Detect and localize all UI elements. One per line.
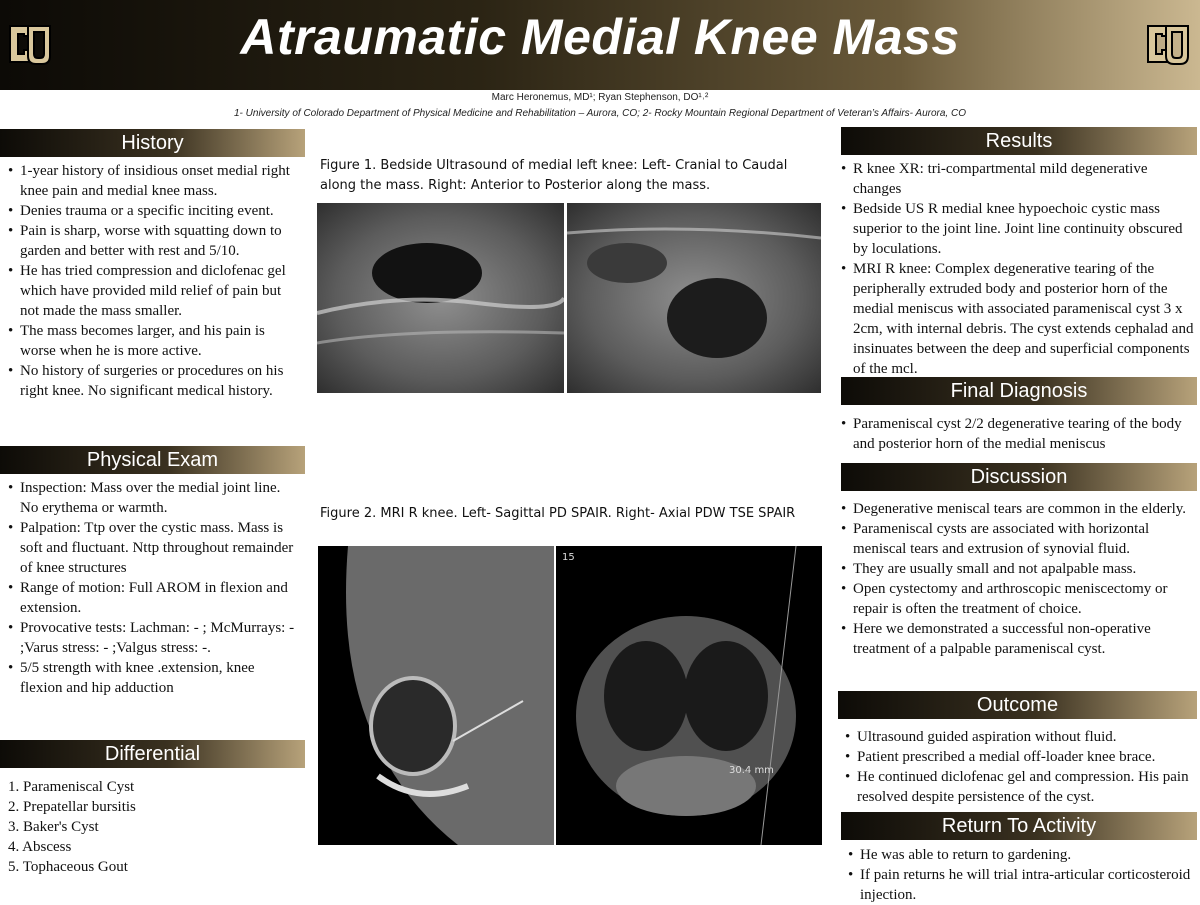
list-item: • Inspection: Mass over the medial joint line. No erythema or warmth. bbox=[8, 478, 300, 518]
differential-list bbox=[8, 777, 300, 877]
list-item: • He continued diclofenac gel and compression. His pain resolved despite persistence of the cyst. bbox=[845, 767, 1197, 807]
physical-exam-header: Physical Exam bbox=[0, 446, 305, 474]
list-item: • Palpation: Ttp over the cystic mass. Mass is soft and fluctuant. Nttp throughout remainder of knee structures bbox=[8, 518, 300, 578]
list-item: • Bedside US R medial knee hypoechoic cystic mass superior to the joint line. Joint line continuity obscured by loculations. bbox=[841, 199, 1197, 259]
list-item: • He was able to return to gardening. bbox=[848, 845, 1197, 865]
list-item: • Here we demonstrated a successful non-operative treatment of a palpable parameniscal cyst. bbox=[841, 619, 1197, 659]
list-item: • Parameniscal cysts are associated with horizontal meniscal tears and extrusion of synovial fluid. bbox=[841, 519, 1197, 559]
history-list bbox=[8, 161, 300, 401]
list-item: • No history of surgeries or procedures on his right knee. No significant medical history. bbox=[8, 361, 300, 401]
mri-sagittal-image bbox=[318, 546, 554, 845]
list-item: • 1-year history of insidious onset medial right knee pain and medial knee mass. bbox=[8, 161, 300, 201]
authors: Marc Heronemus, MD¹; Ryan Stephenson, DO¹˒² bbox=[491, 92, 709, 103]
outcome-list bbox=[845, 727, 1197, 807]
discussion-list bbox=[841, 499, 1197, 659]
return-to-activity-list bbox=[848, 845, 1197, 905]
mri-axial-image bbox=[556, 546, 822, 845]
list-item: • The mass becomes larger, and his pain is worse when he is more active. bbox=[8, 321, 300, 361]
list-item: 1. Parameniscal Cyst bbox=[8, 779, 135, 795]
list-item: • He has tried compression and diclofenac gel which have provided mild relief of pain but not made the mass smaller. bbox=[8, 261, 300, 321]
title-banner bbox=[0, 0, 1200, 90]
final-diagnosis-header: Final Diagnosis bbox=[841, 377, 1197, 405]
discussion-header: Discussion bbox=[841, 463, 1197, 491]
differential-header: Differential bbox=[0, 740, 305, 768]
list-item: • R knee XR: tri-compartmental mild degenerative changes bbox=[841, 159, 1197, 199]
poster-title: Atraumatic Medial Knee Mass bbox=[240, 9, 960, 65]
list-item: • MRI R knee: Complex degenerative tearing of the peripherally extruded body and posterior horn of the medial meniscus with associated parameniscal cyst 3 x 2cm, with internal debris. The cyst extends cephalad and insinuates between the deep and superficial components of the mcl. bbox=[841, 259, 1197, 379]
physical-exam-list bbox=[8, 478, 300, 698]
return-to-activity-header: Return To Activity bbox=[841, 812, 1197, 840]
list-item: 3. Baker's Cyst bbox=[8, 819, 99, 835]
list-item: • Range of motion: Full AROM in flexion and extension. bbox=[8, 578, 300, 618]
list-item: • Open cystectomy and arthroscopic meniscectomy or repair is often the treatment of choice. bbox=[841, 579, 1197, 619]
affiliations: 1- University of Colorado Department of Physical Medicine and Rehabilitation – Aurora, CO; 2- Rocky Mountain Regional Department of Veteran’s Affairs- Aurora, CO bbox=[233, 108, 966, 119]
list-item: 4. Abscess bbox=[8, 839, 72, 855]
final-diagnosis-list bbox=[841, 414, 1197, 454]
outcome-header: Outcome bbox=[838, 691, 1197, 719]
list-item: • Patient prescribed a medial off-loader knee brace. bbox=[845, 747, 1197, 767]
list-item: • They are usually small and not apalpable mass. bbox=[841, 559, 1197, 579]
list-item: • 5/5 strength with knee .extension, knee flexion and hip adduction bbox=[8, 658, 300, 698]
slice-label: 15 bbox=[562, 552, 575, 563]
list-item: • Denies trauma or a specific inciting event. bbox=[8, 201, 300, 221]
figure1-caption: Figure 1. Bedside Ultrasound of medial left knee: Left- Cranial to Caudal along the mass. Right: Anterior to Posterior along the mass. bbox=[320, 158, 788, 193]
ultrasound-image-right bbox=[567, 203, 821, 393]
list-item: • Ultrasound guided aspiration without fluid. bbox=[845, 727, 1197, 747]
results-header: Results bbox=[841, 127, 1197, 155]
list-item: • Provocative tests: Lachman: - ; McMurrays: - ;Varus stress: - ;Valgus stress: -. bbox=[8, 618, 300, 658]
list-item: • If pain returns he will trial intra-articular corticosteroid injection. bbox=[848, 865, 1197, 905]
list-item: • Parameniscal cyst 2/2 degenerative tearing of the body and posterior horn of the medial meniscus bbox=[841, 414, 1197, 454]
list-item: 5. Tophaceous Gout bbox=[8, 859, 128, 875]
list-item: 2. Prepatellar bursitis bbox=[8, 799, 136, 815]
history-header: History bbox=[0, 129, 305, 157]
ultrasound-image-left bbox=[317, 203, 564, 393]
cu-logo-icon bbox=[1144, 20, 1192, 68]
list-item: • Degenerative meniscal tears are common in the elderly. bbox=[841, 499, 1197, 519]
list-item: • Pain is sharp, worse with squatting down to garden and better with rest and 5/10. bbox=[8, 221, 300, 261]
figure2-caption: Figure 2. MRI R knee. Left- Sagittal PD SPAIR. Right- Axial PDW TSE SPAIR bbox=[320, 506, 796, 521]
results-list bbox=[841, 159, 1197, 379]
measurement-label: 30.4 mm bbox=[729, 765, 774, 776]
